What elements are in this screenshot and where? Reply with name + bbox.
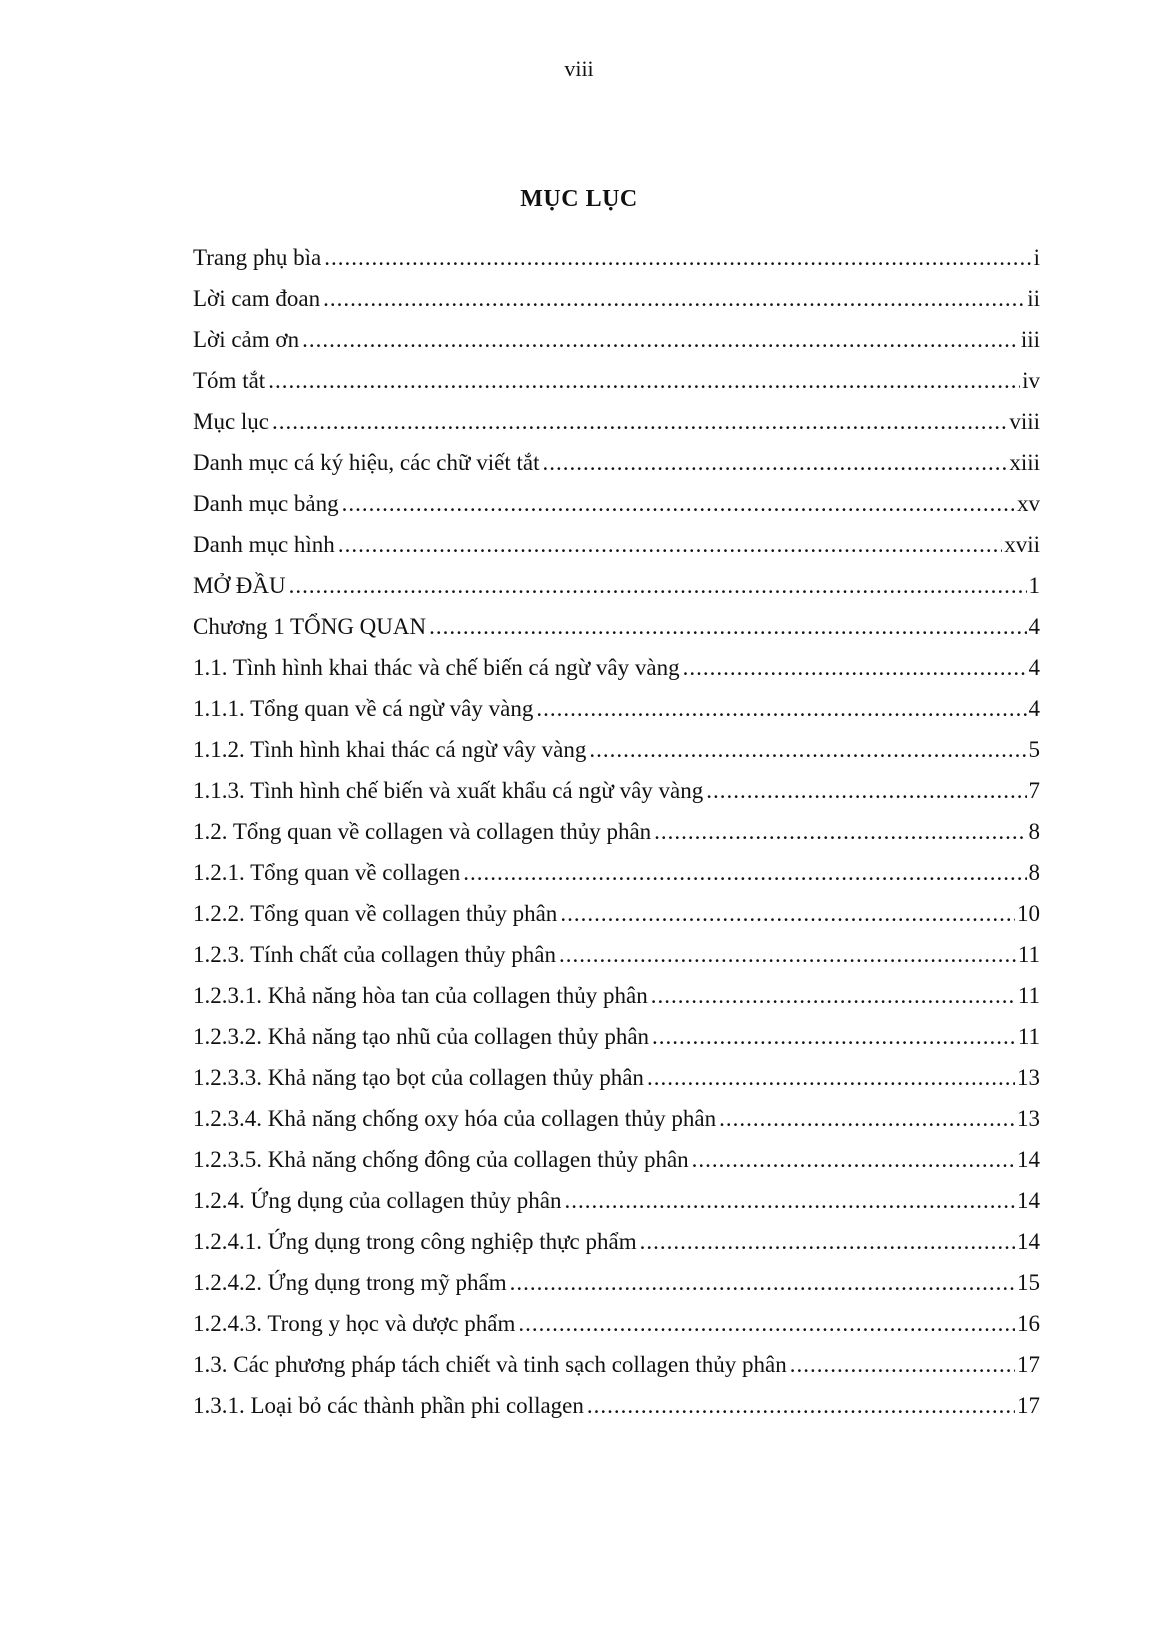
toc-dot-leader xyxy=(790,1350,1015,1380)
toc-entry[interactable] xyxy=(193,1309,1040,1350)
toc-entry-page: 4 xyxy=(1028,696,1040,721)
toc-dot-leader xyxy=(338,530,1002,560)
toc-entry-page: 13 xyxy=(1017,1106,1040,1131)
toc-entry-label: 1.2.3.5. Khả năng chống đông của collagen thủy phân xyxy=(193,1147,689,1172)
toc-entry-page: xvii xyxy=(1004,532,1040,557)
toc-entry-label: 1.2.4.2. Ứng dụng trong mỹ phẩm xyxy=(193,1270,507,1295)
toc-dot-leader xyxy=(559,940,1016,970)
toc-entry-page: 13 xyxy=(1017,1065,1040,1090)
toc-entry-label: 1.2.3.3. Khả năng tạo bọt của collagen thủy phân xyxy=(193,1065,644,1090)
toc-entry[interactable] xyxy=(193,1268,1040,1309)
toc-title: MỤC LỤC xyxy=(520,186,638,212)
toc-entry-page: 8 xyxy=(1028,819,1040,844)
toc-entry-page: xv xyxy=(1017,491,1040,516)
toc-entry-label: 1.2. Tổng quan về collagen và collagen thủy phân xyxy=(193,819,652,844)
toc-entry-page: 17 xyxy=(1017,1393,1040,1418)
toc-entry[interactable] xyxy=(193,776,1040,817)
toc-dot-leader xyxy=(324,243,1031,273)
toc-dot-leader xyxy=(651,981,1016,1011)
toc-entry-label: MỞ ĐẦU xyxy=(193,573,286,598)
toc-dot-leader xyxy=(587,1391,1015,1421)
toc-entry-page: 1 xyxy=(1028,573,1040,598)
toc-entry-label: 1.1.1. Tổng quan về cá ngừ vây vàng xyxy=(193,696,534,721)
toc-entry[interactable] xyxy=(193,407,1040,448)
toc-entry-label: 1.3. Các phương pháp tách chiết và tinh sạch collagen thủy phân xyxy=(193,1352,787,1377)
toc-dot-leader xyxy=(654,817,1026,847)
toc-entry[interactable] xyxy=(193,366,1040,407)
toc-entry[interactable] xyxy=(193,284,1040,325)
toc-entry-page: iii xyxy=(1020,327,1040,352)
toc-entry-label: Lời cảm ơn xyxy=(193,327,300,352)
toc-entry-label: 1.3.1. Loại bỏ các thành phần phi collagen xyxy=(193,1393,584,1418)
toc-entry[interactable] xyxy=(193,653,1040,694)
toc-entry-page: i xyxy=(1033,245,1040,270)
toc-entry[interactable] xyxy=(193,899,1040,940)
toc-entry-page: 16 xyxy=(1017,1311,1040,1336)
toc-entry-label: Danh mục hình xyxy=(193,532,335,557)
toc-dot-leader xyxy=(272,407,1007,437)
toc-entry-page: 15 xyxy=(1017,1270,1040,1295)
toc-entry-label: Lời cam đoan xyxy=(193,286,321,311)
toc-entry-page: 17 xyxy=(1017,1352,1040,1377)
toc-dot-leader xyxy=(683,653,1027,683)
toc-entry-label: 1.2.3.1. Khả năng hòa tan của collagen thủy phân xyxy=(193,983,648,1008)
toc-dot-leader xyxy=(589,735,1026,765)
toc-entry-label: 1.2.4.1. Ứng dụng trong công nghiệp thực phẩm xyxy=(193,1229,637,1254)
toc-entry-page: 10 xyxy=(1017,901,1040,926)
toc-entry[interactable] xyxy=(193,530,1040,571)
toc-entry[interactable] xyxy=(193,571,1040,612)
toc-dot-leader xyxy=(289,571,1027,601)
toc-entry-label: 1.1. Tình hình khai thác và chế biến cá ngừ vây vàng xyxy=(193,655,680,680)
toc-entry[interactable] xyxy=(193,325,1040,366)
toc-entry-page: ii xyxy=(1027,286,1040,311)
toc-dot-leader xyxy=(542,448,1007,478)
toc-entry[interactable] xyxy=(193,981,1040,1022)
toc-entry[interactable] xyxy=(193,817,1040,858)
toc-entry[interactable] xyxy=(193,858,1040,899)
toc-entry-page: 11 xyxy=(1017,1024,1040,1049)
toc-entry-page: 11 xyxy=(1017,983,1040,1008)
page-number: viii xyxy=(564,56,594,81)
toc-entry[interactable] xyxy=(193,1227,1040,1268)
toc-entry-label: 1.2.3.2. Khả năng tạo nhũ của collagen thủy phân xyxy=(193,1024,650,1049)
toc-dot-leader xyxy=(342,489,1015,519)
toc-entry-label: 1.1.2. Tình hình khai thác cá ngừ vây vàng xyxy=(193,737,587,762)
toc-entry[interactable] xyxy=(193,1350,1040,1391)
toc-entry-label: 1.2.4.3. Trong y học và dược phẩm xyxy=(193,1311,516,1336)
toc-entry-page: viii xyxy=(1009,409,1040,434)
toc-entry[interactable] xyxy=(193,735,1040,776)
toc-entry-label: 1.2.3. Tính chất của collagen thủy phân xyxy=(193,942,557,967)
toc-dot-leader xyxy=(302,325,1019,355)
toc-entry[interactable] xyxy=(193,694,1040,735)
toc-dot-leader xyxy=(268,366,1020,396)
toc-entry-label: Tóm tắt xyxy=(193,368,266,393)
toc-entry-page: xiii xyxy=(1009,450,1040,475)
toc-entry[interactable] xyxy=(193,612,1040,653)
toc-dot-leader xyxy=(719,1104,1015,1134)
toc-dot-leader xyxy=(640,1227,1015,1257)
toc-entry-label: 1.2.4. Ứng dụng của collagen thủy phân xyxy=(193,1188,562,1213)
toc-entry-label: Chương 1 TỔNG QUAN xyxy=(193,614,427,639)
toc-dot-leader xyxy=(536,694,1026,724)
toc-dot-leader xyxy=(429,612,1026,642)
toc-entry-label: Trang phụ bìa xyxy=(193,245,322,270)
toc-entry[interactable] xyxy=(193,1063,1040,1104)
toc-entry[interactable] xyxy=(193,1186,1040,1227)
toc-entry-label: Danh mục bảng xyxy=(193,491,339,516)
toc-entry-page: 5 xyxy=(1028,737,1040,762)
toc-dot-leader xyxy=(323,284,1025,314)
toc-entry-page: 7 xyxy=(1028,778,1040,803)
toc-dot-leader xyxy=(652,1022,1016,1052)
toc-entry[interactable] xyxy=(193,448,1040,489)
toc-entry-label: 1.2.1. Tổng quan về collagen xyxy=(193,860,461,885)
toc-dot-leader xyxy=(565,1186,1015,1216)
toc-entry-page: 4 xyxy=(1028,655,1040,680)
toc-entry-label: Danh mục cá ký hiệu, các chữ viết tắt xyxy=(193,450,540,475)
toc-entry[interactable] xyxy=(193,1391,1040,1432)
toc-entry-label: 1.2.2. Tổng quan về collagen thủy phân xyxy=(193,901,558,926)
toc-entry-page: 4 xyxy=(1028,614,1040,639)
toc-list xyxy=(193,243,1040,1432)
toc-dot-leader xyxy=(510,1268,1015,1298)
toc-entry[interactable] xyxy=(193,1022,1040,1063)
toc-entry-page: 8 xyxy=(1028,860,1040,885)
toc-entry-label: Mục lục xyxy=(193,409,270,434)
toc-dot-leader xyxy=(692,1145,1015,1175)
toc-entry[interactable] xyxy=(193,489,1040,530)
toc-dot-leader xyxy=(706,776,1026,806)
toc-dot-leader xyxy=(647,1063,1015,1093)
toc-dot-leader xyxy=(518,1309,1015,1339)
toc-entry[interactable] xyxy=(193,1104,1040,1145)
toc-entry[interactable] xyxy=(193,1145,1040,1186)
toc-entry-page: iv xyxy=(1022,368,1040,393)
toc-entry-page: 14 xyxy=(1017,1147,1040,1172)
toc-entry[interactable] xyxy=(193,940,1040,981)
toc-entry-page: 14 xyxy=(1017,1188,1040,1213)
toc-entry-page: 14 xyxy=(1017,1229,1040,1254)
toc-entry-page: 11 xyxy=(1017,942,1040,967)
toc-entry-label: 1.2.3.4. Khả năng chống oxy hóa của collagen thủy phân xyxy=(193,1106,717,1131)
toc-dot-leader xyxy=(560,899,1015,929)
toc-entry[interactable] xyxy=(193,243,1040,284)
toc-dot-leader xyxy=(463,858,1026,888)
toc-entry-label: 1.1.3. Tình hình chế biến và xuất khẩu cá ngừ vây vàng xyxy=(193,778,704,803)
